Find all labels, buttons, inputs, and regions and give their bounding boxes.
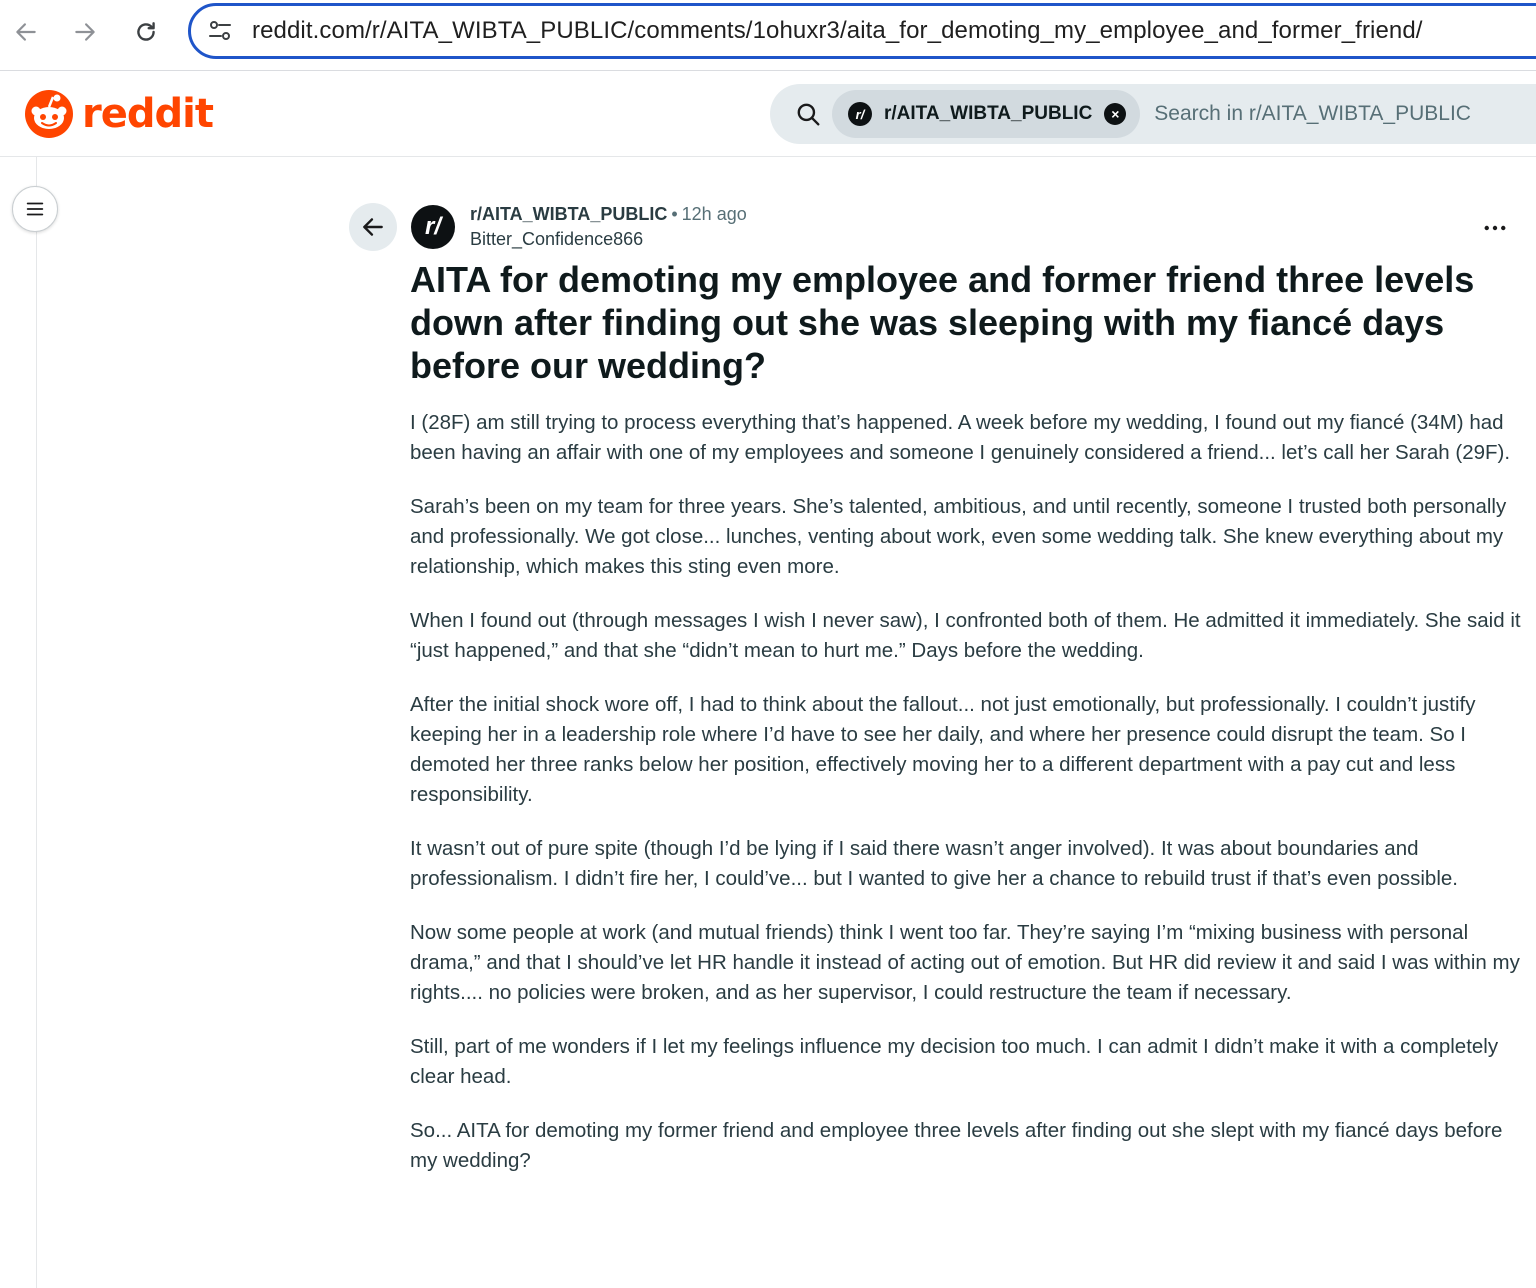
subreddit-search-chip[interactable] <box>832 90 1140 138</box>
search-bar[interactable] <box>770 84 1536 144</box>
subreddit-chip-label: r/AITA_WIBTA_PUBLIC <box>884 103 1093 124</box>
reload-icon[interactable] <box>128 14 164 50</box>
post-title: AITA for demoting my employee and former friend three levels down after finding out she was sleeping with my fiancé days before our wedding? <box>410 259 1475 386</box>
hamburger-icon <box>24 198 46 220</box>
ellipsis-icon <box>1484 224 1506 232</box>
post-timestamp: 12h ago <box>681 204 747 224</box>
reddit-wordmark: reddit <box>82 91 213 137</box>
search-input[interactable] <box>1152 101 1536 127</box>
post-meta <box>470 204 747 225</box>
author-link[interactable]: Bitter_Confidence866 <box>470 229 644 249</box>
back-arrow-icon <box>360 214 386 240</box>
reddit-snoo-icon <box>24 89 74 139</box>
post-paragraph: Still, part of me wonders if I let my feelings influence my decision too much. I can admit I didn’t make it with a completely clear head. <box>410 1035 1499 1088</box>
left-rail-divider <box>36 157 37 1288</box>
subreddit-avatar[interactable]: r/ <box>411 205 455 249</box>
subreddit-link[interactable]: r/AITA_WIBTA_PUBLIC <box>470 204 668 224</box>
post-paragraph: When I found out (through messages I wish I never saw), I confronted both of them. He admitted it immediately. She said it “just happened,” and that she “didn’t mean to hurt me.” Days before the wedding. <box>410 609 1521 662</box>
post-paragraph: I (28F) am still trying to process everything that’s happened. A week before my wedding, I found out my fiancé (34M) had been having an affair with one of my employees and someone I genuinely considered a friend... let’s call her Sarah (29F). <box>410 411 1511 464</box>
post-paragraph: It wasn’t out of pure spite (though I’d be lying if I said there wasn’t anger involved). It was about boundaries and professionalism. I didn’t fire her, I could’ve... but I wanted to give her a chance to rebuild trust if that’s even possible. <box>410 837 1458 890</box>
meta-separator: • <box>671 204 678 224</box>
back-button[interactable] <box>349 203 397 251</box>
post-paragraph: Now some people at work (and mutual friends) think I went too far. They’re saying I’m “mixing business with personal drama,” and that I should’ve let HR handle it instead of acting out of emotion. But HR did review it and said I was within my rights.... no policies were broken, and as her supervisor, I could restructure the team if necessary. <box>410 921 1520 1004</box>
menu-button[interactable] <box>12 186 58 232</box>
post-paragraph: So... AITA for demoting my former friend and employee three levels after finding out she slept with my fiancé days before my wedding? <box>410 1119 1503 1172</box>
forward-arrow-icon[interactable] <box>67 14 103 50</box>
browser-toolbar <box>0 0 1536 71</box>
close-icon[interactable]: × <box>1104 103 1126 125</box>
address-bar[interactable] <box>188 3 1536 59</box>
reddit-logo[interactable] <box>24 89 213 139</box>
more-options-button[interactable] <box>1476 210 1514 246</box>
search-icon <box>794 100 822 128</box>
post-paragraph: After the initial shock wore off, I had to think about the fallout... not just emotionally, but professionally. I couldn’t justify keeping her in a leadership role where I’d have to see her daily, and where her presence could disrupt the team. So I demoted her three ranks below her position, effectively moving her to a different department with a pay cut and less responsibility. <box>410 693 1476 806</box>
subreddit-chip-avatar: r/ <box>848 102 872 126</box>
post-paragraph: Sarah’s been on my team for three years. She’s talented, ambitious, and until recently, someone I trusted both personally and professionally. We got close... lunches, venting about work, even some wedding talk. She knew everything about my relationship, which makes this sting even more. <box>410 495 1507 578</box>
reddit-header <box>0 71 1536 157</box>
back-arrow-icon[interactable] <box>8 14 44 50</box>
url-text[interactable]: reddit.com/r/AITA_WIBTA_PUBLIC/comments/1ohuxr3/aita_for_demoting_my_employee_and_former_friend/ <box>252 17 1423 44</box>
post-body <box>410 408 1522 1200</box>
site-info-icon[interactable] <box>206 17 234 45</box>
